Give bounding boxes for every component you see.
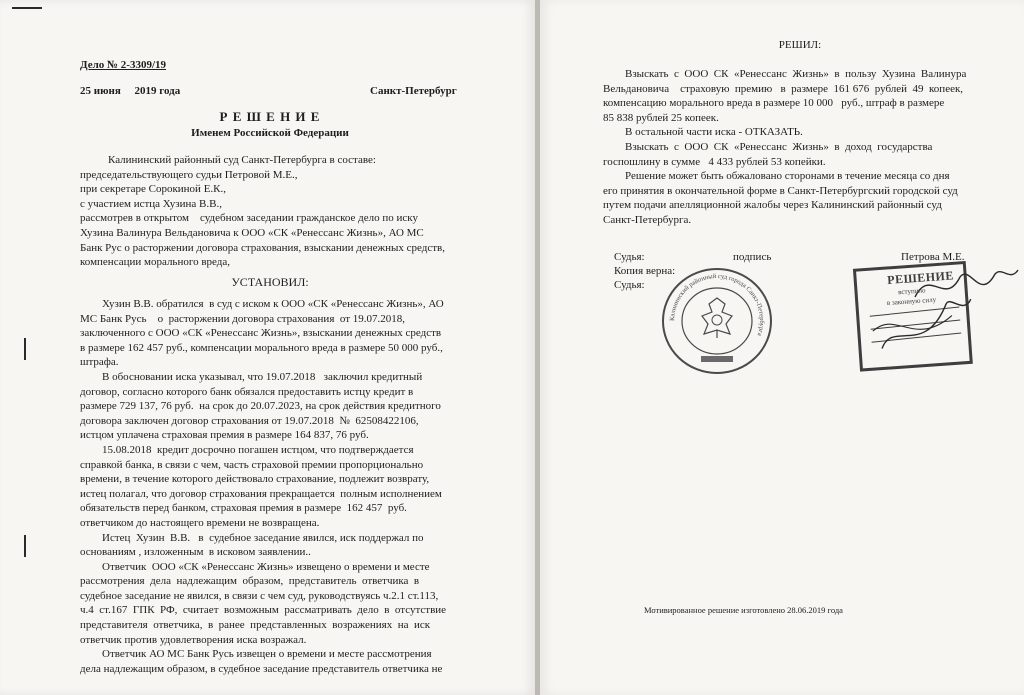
text-line: рассмотрения дела надлежащим образом, представитель ответчика в <box>80 575 420 588</box>
text-line: заключенного с ООО «СК «Ренессанс Жизнь», взыскании денежных средств <box>80 327 442 340</box>
text-line: договора заключен договор страхования от 19.07.2018 № 62508422106, <box>80 414 419 427</box>
text-line: основаниям , изложенным в исковом заявлении.. <box>80 546 311 559</box>
text-line: компенсацию морального вреда в размере 10 000 руб., штраф в размере <box>603 97 945 110</box>
text-line: времени, в течение которого действовало страхование, подлежит возврату, <box>80 473 430 486</box>
svg-text:Калининский районный суд город: Калининский районный суд города Санкт-Петербурга <box>668 272 766 337</box>
text-line: Решение может быть обжаловано сторонами в течение месяца со дня <box>625 170 950 183</box>
text-line: путем подачи апелляционной жалобы через Калининский районный суд <box>603 199 942 212</box>
text-line: истец полагал, что договор страхования прекращается полным исполнением <box>80 487 442 500</box>
intro-line: Банк Рус о расторжении договора страхования, взыскании денежных средств, <box>80 241 445 254</box>
corner-mark <box>12 7 42 9</box>
text-line: 85 838 рублей 25 копеек. <box>603 111 719 124</box>
judge-signature <box>910 262 1020 312</box>
text-line: его принятия в окончательной форме в Санкт-Петербургский городской суд <box>603 184 958 197</box>
text-line: ответчиком до настоящего времени не возвращена. <box>80 516 320 529</box>
text-line: дела надлежащим образом, в судебное заседание представитель ответчика не <box>80 662 443 675</box>
intro-line: с участием истца Хузина В.В., <box>80 197 222 210</box>
text-line: обязательств перед банком, страховая премия в размере 162 457 руб. <box>80 502 407 515</box>
section-heading-established: УСТАНОВИЛ: <box>231 275 309 289</box>
text-line: госпошлину в сумме 4 433 рублей 53 копейки. <box>603 155 826 168</box>
text-line: Санкт-Петербурга. <box>603 213 692 226</box>
svg-text:в законную силу: в законную силу <box>886 295 937 308</box>
svg-text:РЕШЕНИЕ: РЕШЕНИЕ <box>886 268 955 287</box>
judge-name: Петрова М.Е. <box>901 251 965 263</box>
text-line: Ответчик ООО «СК «Ренессанс Жизнь» извещено о времени и месте <box>102 560 430 573</box>
text-line: Вельдановича страховую премию в размере 161 676 рублей 49 копеек, <box>603 82 964 95</box>
text-line: МС Банк Русь о расторжении договора страхования от 19.07.2018, <box>80 312 406 325</box>
text-line: в размере 162 457 руб., компенсации морального вреда в размере 50 000 руб., <box>80 341 443 354</box>
text-line: ответчик против удовлетворения иска возражал. <box>80 633 307 646</box>
intro-line: Хузина Валинура Вельдановича к ООО «СК «Ренессанс Жизнь», АО МС <box>80 226 424 239</box>
document-subtitle: Именем Российской Федерации <box>191 127 349 139</box>
decided-text <box>603 67 991 228</box>
text-line: Ответчик АО МС Банк Русь извещен о времени и месте рассмотрения <box>102 648 432 661</box>
text-line: В остальной части иска - ОТКАЗАТЬ. <box>625 126 803 139</box>
intro-line: компенсации морального вреда, <box>80 256 230 269</box>
margin-mark <box>24 535 26 557</box>
signature-word: подпись <box>733 251 772 263</box>
case-number: Дело № 2-3309/19 <box>80 59 167 71</box>
second-judge-label: Судья: <box>614 279 645 291</box>
established-text <box>80 297 466 676</box>
text-line: размере 729 137, 76 руб. на срок до 20.07.2023, на срок действия кредитного <box>80 400 441 413</box>
decision-date: 25 июня 2019 года <box>80 85 181 97</box>
intro-line: при секретаре Сорокиной Е.К., <box>80 183 227 196</box>
text-line: истцом уплачена страховая премия в размере 164 837, 76 руб. <box>80 429 369 442</box>
text-line: справкой банка, в связи с чем, часть страховой премии пропорционально <box>80 458 424 471</box>
text-line: договор, согласно которого банк обязался предоставить истцу кредит в <box>80 385 414 398</box>
court-round-seal <box>657 266 777 376</box>
intro-line: Калининский районный суд Санкт-Петербурга в составе: <box>108 154 376 166</box>
text-line: Истец Хузин В.В. в судебное заседание явился, иск поддержал по <box>102 531 424 544</box>
city: Санкт-Петербург <box>370 85 457 97</box>
copy-certified-label: Копия верна: <box>614 265 676 277</box>
text-line: судебное заседание не явился, в связи с чем суд, руководствуясь ч.2.1 ст.113, <box>80 589 439 602</box>
intro-line: рассмотрев в открытом судебном заседании гражданское дело по иску <box>80 212 418 225</box>
text-line: представителя ответчика, в ранее представленных возражениях на иск <box>80 619 431 632</box>
signature-judge-label: Судья: <box>614 251 645 263</box>
court-composition <box>80 153 476 270</box>
text-line: В обосновании иска указывал, что 19.07.2018 заключил кредитный <box>102 370 423 383</box>
text-line: Взыскать с ООО СК «Ренессанс Жизнь» в доход государства <box>625 140 933 153</box>
section-heading-decided: РЕШИЛ: <box>778 39 822 51</box>
svg-text:вступило: вступило <box>897 286 926 297</box>
intro-line: председательствующего судьи Петровой М.Е., <box>80 168 298 181</box>
text-line: ч.4 ст.167 ГПК РФ, считает возможным рассматривать дело в отсутствие <box>80 604 447 617</box>
right-page <box>540 0 1024 695</box>
reasoned-decision-note: Мотивированное решение изготовлено 28.06.2019 года <box>644 605 843 615</box>
text-line: 15.08.2018 кредит досрочно погашен истцом, что подтверждается <box>102 443 414 456</box>
document-title: Р Е Ш Е Н И Е <box>219 109 321 124</box>
text-line: штрафа. <box>80 356 119 369</box>
margin-mark <box>24 338 26 360</box>
text-line: Хузин В.В. обратился в суд с иском к ООО «СК «Ренессанс Жизнь», АО <box>102 298 444 310</box>
text-line: Взыскать с ООО СК «Ренессанс Жизнь» в пользу Хузина Валинура <box>625 68 967 80</box>
